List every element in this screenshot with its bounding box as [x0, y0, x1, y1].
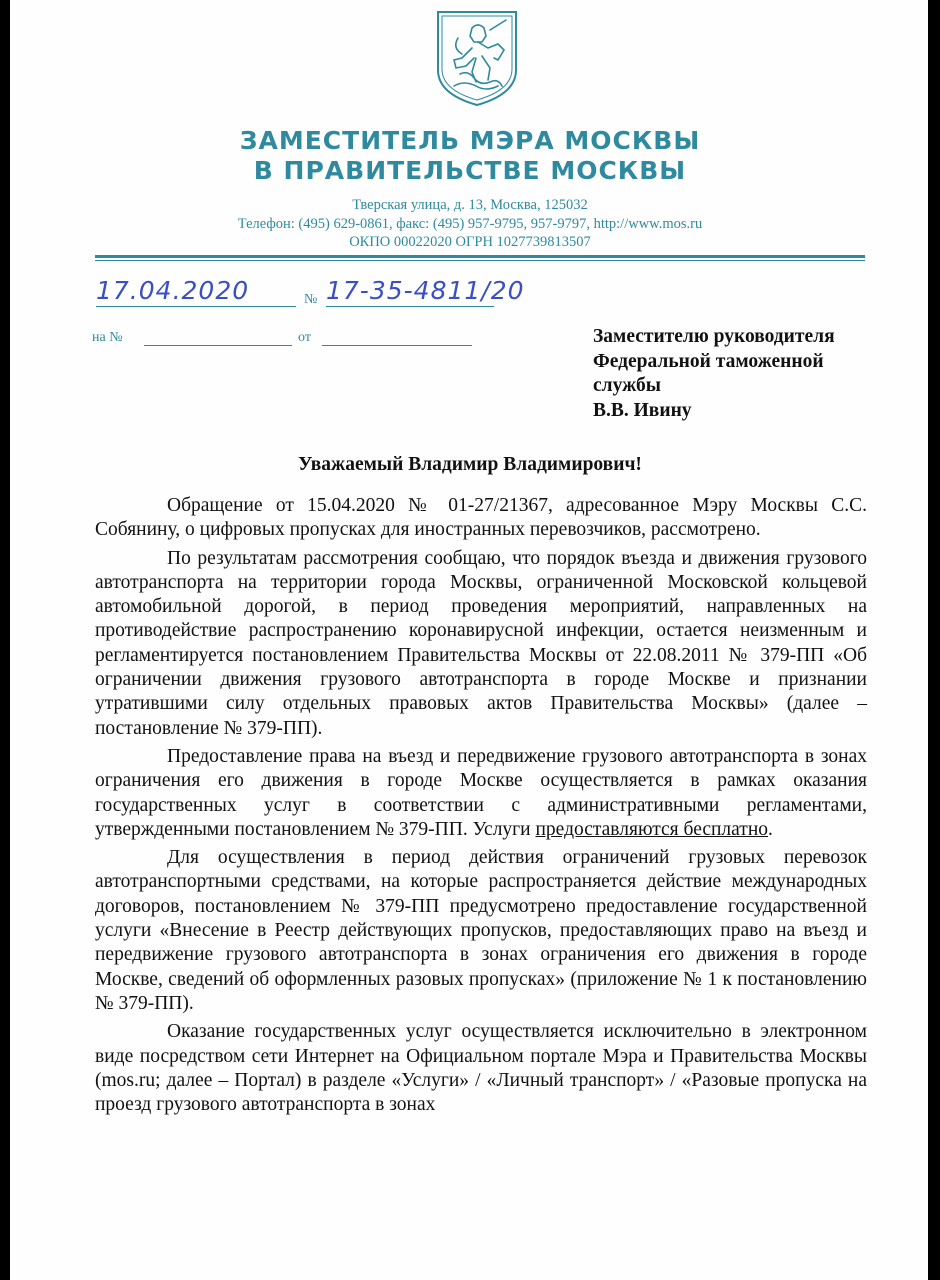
paragraph-text: Предоставление права на въезд и передвижение грузового автотранспорта в зонах ограничения его движения в городе Москве осуществляется в рамках оказания государственных услуг в соответствии с административными регламентами, утвержденными постановлением № 379-ПП. Услуги: [95, 745, 867, 840]
org-title-line2: В ПРАВИТЕЛЬСТВЕ МОСКВЫ: [253, 156, 687, 185]
paragraph: Обращение от 15.04.2020 № 01-27/21367, адресованное Мэру Москвы С.С. Собянину, о цифровых пропусках для иностранных перевозчиков, рассмотрено.: [95, 495, 867, 541]
addressee-line: Федеральной таможенной: [593, 350, 824, 372]
handwritten-date: 17.04.2020: [96, 276, 250, 305]
paragraph: По результатам рассмотрения сообщаю, что порядок въезда и движения грузового автотранспорта на территории города Москвы, ограниченной Московской кольцевой автомобильной дорогой, в период проведения мероприятий, направленных на противодействие распространению коронавирусной инфекции, остается неизменным и регламентируется постановлением Правительства Москвы от 22.08.2011 № 379-ПП «Об ограничении движения грузового автотранспорта в городе Москве и признании утратившими силу отдельных правовых актов Правительства Москвы» (далее – постановление № 379-ПП).: [95, 547, 867, 739]
letter-page: [10, 0, 928, 1280]
number-label: №: [304, 292, 318, 307]
addressee-line: Заместителю руководителя: [593, 326, 835, 347]
paragraph: Для осуществления в период действия ограничений грузовых перевозок автотранспортными средствами, на которые распространяется действие международных договоров, постановлением № 379-ПП предусмотрено предоставление государственной услуги «Внесение в Реестр действующих пропусков, предоставляющих право на въезд и передвижение грузового автотранспорта в зонах ограничения его движения в городе Москве, сведений об оформленных разовых пропусках» (приложение № 1 к постановлению № 379-ПП).: [95, 847, 867, 1014]
number-underline: [326, 306, 494, 307]
from-blank: [322, 345, 472, 346]
paragraph: Оказание государственных услуг осуществляется исключительно в электронном виде посредством сети Интернет на Официальном портале Мэра и Правительства Москвы (mos.ru; далее – Портал) в разделе «Услуги» / «Личный транспорт» / «Разовые пропуска на проезд грузового автотранспорта в зонах: [95, 1021, 867, 1116]
letter-body: [95, 494, 867, 1121]
moscow-coat-of-arms-icon: [432, 8, 522, 108]
letterhead-address: Тверская улица, д. 13, Москва, 125032: [352, 197, 588, 213]
from-label: от: [298, 330, 311, 345]
org-title-line1: ЗАМЕСТИТЕЛЬ МЭРА МОСКВЫ: [239, 126, 701, 155]
letterhead-codes: ОКПО 00022020 ОГРН 1027739813507: [349, 234, 591, 250]
reply-to-blank: [144, 345, 292, 346]
greeting: Уважаемый Владимир Владимирович!: [298, 454, 642, 475]
reply-to-label: на №: [92, 330, 123, 345]
letterhead-rule-thick: [95, 255, 865, 258]
date-underline: [96, 306, 296, 307]
addressee-line: службы: [593, 375, 661, 396]
letterhead-contacts: Телефон: (495) 629-0861, факс: (495) 957-9795, 957-9797, http://www.mos.ru: [237, 216, 703, 232]
letterhead-rule-thin: [95, 260, 865, 261]
handwritten-reg-number: 17-35-4811/20: [326, 276, 525, 305]
paragraph: Предоставление права на въезд и передвижение грузового автотранспорта в зонах ограничения его движения в городе Москве осуществляется в рамках оказания государственных услуг в соответствии с административными регламентами, утвержденными постановлением № 379-ПП. Услуги предоставляются бесплатно.: [95, 745, 867, 840]
addressee-block: [593, 325, 893, 423]
underlined-phrase: предоставляются бесплатно: [535, 818, 769, 840]
addressee-name: В.В. Ивину: [593, 399, 692, 421]
